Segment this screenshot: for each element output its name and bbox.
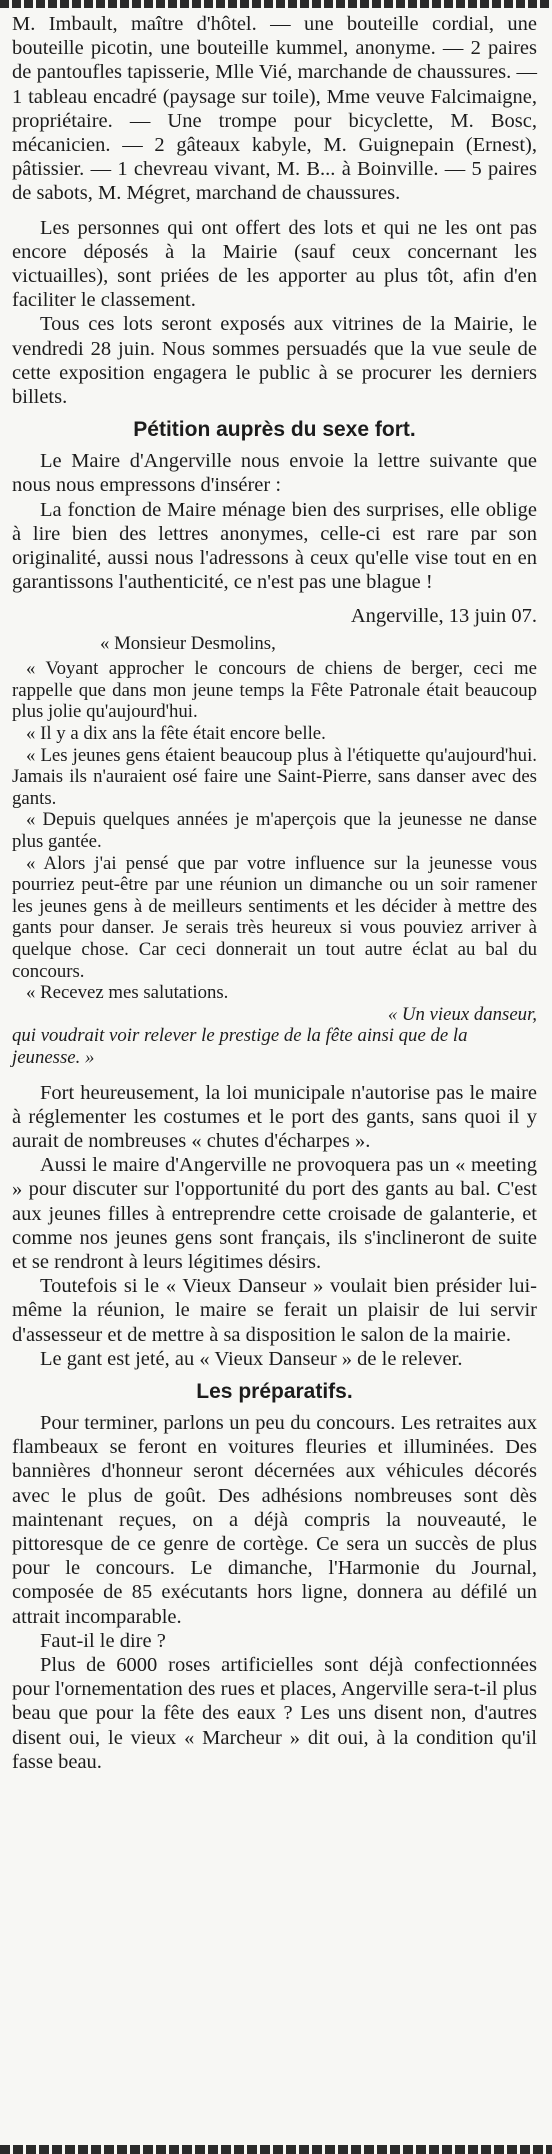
letter-body xyxy=(12,633,537,1069)
letter-salutation: « Monsieur Desmolins, xyxy=(100,632,276,654)
paragraph-petition-context: La fonction de Maire ménage bien des surprises, elle oblige à lire bien des lettres anonymes, celle-ci est rare par son originalité, aussi nous l'adressons à ceux qu'elle vise tout en en garantissons l'authenticité, ce n'est pas une blague ! xyxy=(12,498,537,594)
paragraph-roses: Plus de 6000 roses artificielles sont déjà confectionnées pour l'ornementation des rues et places, Angerville sera-t-il plus beau que pour la fête des eaux ? Les uns disent non, d'autres disent oui, le vieux « Marcheur » dit oui, à la condition qu'il fasse beau. xyxy=(12,1654,537,1773)
letter-paragraph: « Alors j'ai pensé que par votre influence sur la jeunesse vous pourriez peut-être par une réunion un dimanche ou un soir ramener les jeunes gens à de meilleurs sentiments et les décider à mettre des gants pour danser. Je serais très heureux si vous pouviez arriver à quelque chose. Car ceci donnerait un tout autre éclat au bal du concours. xyxy=(12,852,537,982)
letter-signature: « Un vieux danseur, xyxy=(387,1003,537,1025)
paragraph-faut-il: Faut-il le dire ? xyxy=(40,1629,166,1652)
bottom-column-rule xyxy=(0,2145,552,2154)
paragraph-meeting: Aussi le maire d'Angerville ne provoquera pas un « meeting » pour discuter sur l'opportunité du port des gants au bal. C'est aux jeunes filles à entreprendre cette croisade de galanterie, et comme nos jeunes gens sont français, ils s'inclineront de suite et se rendront à leurs légitimes désirs. xyxy=(12,1154,537,1273)
letter-paragraph: « Recevez mes salutations. xyxy=(26,982,229,1004)
heading-preparatifs: Les préparatifs. xyxy=(196,1379,353,1403)
heading-petition: Pétition auprès du sexe fort. xyxy=(133,418,416,442)
paragraph-gant-jete: Le gant est jeté, au « Vieux Danseur » de le relever. xyxy=(40,1347,463,1370)
letter-paragraph: « Voyant approcher le concours de chiens de berger, ceci me rappelle que dans mon jeune temps la Fête Patronale était beaucoup plus jolie qu'aujourd'hui. xyxy=(12,658,537,723)
letter-dateline: Angerville, 13 juin 07. xyxy=(350,605,537,628)
paragraph-petition-intro: Le Maire d'Angerville nous envoie la lettre suivante que nous nous empressons d'insérer : xyxy=(12,450,537,497)
letter-paragraph: « Depuis quelques années je m'aperçois que la jeunesse ne danse plus gantée. xyxy=(12,809,537,853)
paragraph-lots-exposition: Tous ces lots seront exposés aux vitrines de la Mairie, le vendredi 28 juin. Nous sommes persuadés que la vue seule de cette exposition engagera le public à se procurer les derniers billets. xyxy=(12,313,537,409)
paragraph-preparatifs: Pour terminer, parlons un peu du concours. Les retraites aux flambeaux se feront en voitures fleuries et illuminées. Des bannières d'honneur seront décernées aux véhicules décorés avec le plus de goût. Des adhésions nombreuses sont dès maintenant reçues, on a déjà compris la nouveauté, le pittoresque de ce genre de cortège. Ce sera un succès de plus pour le concours. Le dimanche, l'Harmonie du Journal, composée de 85 exécutants hors ligne, donnera au défilé un attrait incomparable. xyxy=(12,1411,537,1628)
paragraph-gloves-law: Fort heureusement, la loi municipale n'autorise pas le maire à réglementer les costumes et le port des gants, sans quoi il y aurait de nombreuses « chutes d'écharpes ». xyxy=(12,1081,537,1152)
paragraph-lots-request: Les personnes qui ont offert des lots et qui ne les ont pas encore déposés à la Mairie (sauf ceux concernant les victuailles), sont priées de les apporter au plus tôt, afin d'en faciliter le classement. xyxy=(12,216,537,312)
letter-paragraph: « Les jeunes gens étaient beaucoup plus à l'étiquette qu'aujourd'hui. Jamais ils n'auraient osé faire une Saint-Pierre, sans danser avec des gants. xyxy=(12,744,537,809)
paragraph-vieux-danseur: Toutefois si le « Vieux Danseur » voulait bien présider lui-même la réunion, le maire se ferait un plaisir de lui servir d'assesseur et de mettre à sa disposition le salon de la mairie. xyxy=(12,1275,537,1346)
paragraph-lots-list: M. Imbault, maître d'hôtel. — une bouteille cordial, une bouteille picotin, une bouteille kummel, anonyme. — 2 paires de pantoufles tapisserie, Mlle Vié, marchande de chaussures. — 1 tableau encadré (paysage sur toile), Mme veuve Falcimaigne, propriétaire. — Une trompe pour bicyclette, M. Bosc, mécanicien. — 2 gâteaux kabyle, M. Guignepain (Ernest), pâtissier. — 1 chevreau vivant, M. B... à Boinville. — 5 paires de sabots, M. Mégret, marchand de chaussures. xyxy=(12,13,537,205)
letter-paragraph: « Il y a dix ans la fête était encore belle. xyxy=(26,723,326,745)
newspaper-column xyxy=(12,12,537,1774)
letter-signature-tail: qui voudrait voir relever le prestige de la fête ainsi que de la jeunesse. » xyxy=(12,1025,468,1068)
top-column-rule xyxy=(0,0,552,8)
